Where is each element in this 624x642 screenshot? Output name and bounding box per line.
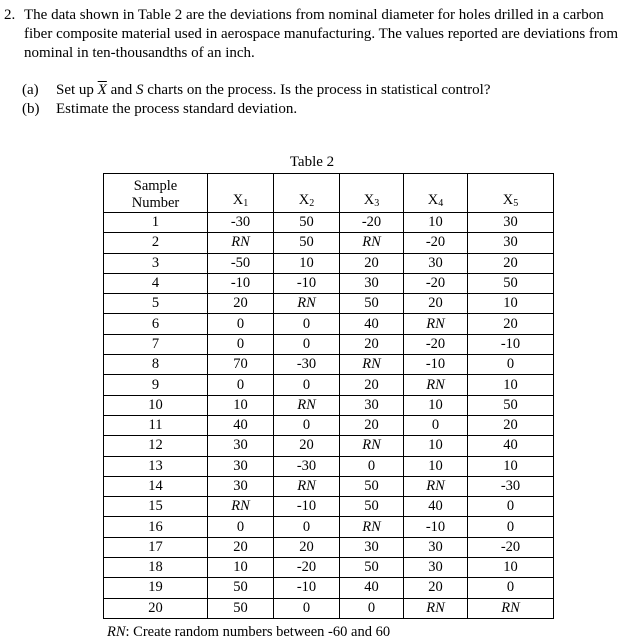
value-cell: RN — [274, 395, 340, 415]
value-cell: 30 — [468, 233, 554, 253]
value-cell: 0 — [468, 355, 554, 375]
value-cell: 0 — [208, 314, 274, 334]
value-cell: 20 — [208, 294, 274, 314]
value-cell: 10 — [404, 436, 468, 456]
x2-header: $X_2$ — [274, 174, 340, 213]
value-cell: 30 — [208, 476, 274, 496]
sample-number-cell: 20 — [104, 598, 208, 618]
value-cell: 50 — [468, 273, 554, 293]
value-cell: 40 — [404, 497, 468, 517]
part-b — [22, 100, 491, 119]
value-cell: 0 — [468, 497, 554, 517]
value-cell: RN — [468, 598, 554, 618]
value-cell: 20 — [274, 436, 340, 456]
sample-number-cell: 11 — [104, 415, 208, 435]
value-cell: -10 — [404, 355, 468, 375]
value-cell: 20 — [340, 415, 404, 435]
value-cell: RN — [340, 233, 404, 253]
value-cell: -10 — [404, 517, 468, 537]
value-cell: 30 — [208, 456, 274, 476]
value-cell: RN — [208, 497, 274, 517]
x5-header: $X_5$ — [468, 174, 554, 213]
value-cell: 10 — [208, 558, 274, 578]
value-cell: 0 — [340, 456, 404, 476]
value-cell: 50 — [468, 395, 554, 415]
sample-header-line1: Sample — [133, 178, 178, 194]
value-cell: 50 — [274, 213, 340, 233]
table-row — [104, 294, 554, 314]
value-cell: -20 — [404, 233, 468, 253]
table-row — [104, 395, 554, 415]
value-cell: 40 — [340, 578, 404, 598]
problem-number: 2. — [4, 7, 16, 23]
value-cell: RN — [404, 314, 468, 334]
value-cell: 20 — [340, 334, 404, 354]
value-cell: -20 — [340, 213, 404, 233]
value-cell: 20 — [468, 415, 554, 435]
sample-number-cell: 17 — [104, 537, 208, 557]
value-cell: 30 — [404, 537, 468, 557]
x1-header: $X_1$ — [208, 174, 274, 213]
sample-number-cell: 16 — [104, 517, 208, 537]
table-row — [104, 476, 554, 496]
table-row — [104, 517, 554, 537]
value-cell: 0 — [274, 415, 340, 435]
value-cell: RN — [208, 233, 274, 253]
table-body — [104, 213, 554, 619]
value-cell: 50 — [340, 497, 404, 517]
table-row — [104, 334, 554, 354]
value-cell: 0 — [340, 598, 404, 618]
problem-text: The data shown in Table 2 are the deviations from nominal diameter for holes drilled in a carbon fiber composite material used in aerospace manufacturing. The values reported are deviations from nominal in ten-thousandths of an inch. — [24, 7, 619, 61]
value-cell: 30 — [340, 537, 404, 557]
value-cell: RN — [340, 517, 404, 537]
part-a — [22, 81, 491, 100]
value-cell: 20 — [404, 294, 468, 314]
sample-header-line2: Number — [131, 195, 180, 211]
sample-number-cell: 19 — [104, 578, 208, 598]
value-cell: 20 — [208, 537, 274, 557]
value-cell: 10 — [468, 558, 554, 578]
sample-number-cell: 9 — [104, 375, 208, 395]
table-row — [104, 273, 554, 293]
value-cell: 10 — [274, 253, 340, 273]
question-parts — [22, 81, 491, 119]
sample-number-cell: 8 — [104, 355, 208, 375]
value-cell: 10 — [404, 395, 468, 415]
table-row — [104, 436, 554, 456]
value-cell: -30 — [274, 355, 340, 375]
value-cell: -10 — [468, 334, 554, 354]
value-cell: 0 — [208, 517, 274, 537]
part-a-mid: and — [110, 82, 133, 98]
value-cell: 10 — [468, 456, 554, 476]
value-cell: 0 — [404, 415, 468, 435]
sample-number-cell: 13 — [104, 456, 208, 476]
value-cell: RN — [340, 355, 404, 375]
sample-number-cell: 7 — [104, 334, 208, 354]
value-cell: 10 — [468, 294, 554, 314]
value-cell: -30 — [208, 213, 274, 233]
table-row — [104, 456, 554, 476]
table-row — [104, 355, 554, 375]
part-a-pre: Set up — [56, 82, 94, 98]
value-cell: 0 — [468, 578, 554, 598]
s-symbol: S — [136, 82, 144, 98]
value-cell: 30 — [208, 436, 274, 456]
value-cell: 0 — [274, 334, 340, 354]
value-cell: 50 — [274, 233, 340, 253]
table-row — [104, 375, 554, 395]
value-cell: 30 — [468, 213, 554, 233]
value-cell: -30 — [274, 456, 340, 476]
value-cell: 30 — [340, 273, 404, 293]
value-cell: 50 — [340, 476, 404, 496]
footnote-text: : Create random numbers between -60 and 60 — [125, 624, 391, 640]
value-cell: -20 — [404, 273, 468, 293]
value-cell: 20 — [340, 253, 404, 273]
value-cell: 50 — [340, 294, 404, 314]
table-row — [104, 233, 554, 253]
value-cell: 0 — [468, 517, 554, 537]
value-cell: RN — [404, 476, 468, 496]
value-cell: -10 — [274, 578, 340, 598]
value-cell: 10 — [404, 456, 468, 476]
value-cell: 20 — [274, 537, 340, 557]
sample-number-cell: 18 — [104, 558, 208, 578]
value-cell: RN — [404, 375, 468, 395]
value-cell: 0 — [208, 334, 274, 354]
table-header-row — [104, 174, 554, 213]
sample-number-cell: 4 — [104, 273, 208, 293]
value-cell: 20 — [340, 375, 404, 395]
value-cell: 10 — [208, 395, 274, 415]
value-cell: -50 — [208, 253, 274, 273]
value-cell: 40 — [340, 314, 404, 334]
value-cell: 50 — [208, 578, 274, 598]
part-a-label: (a) — [22, 82, 39, 98]
value-cell: 0 — [208, 375, 274, 395]
value-cell: 30 — [404, 558, 468, 578]
value-cell: RN — [274, 476, 340, 496]
value-cell: 0 — [274, 517, 340, 537]
value-cell: 10 — [404, 213, 468, 233]
value-cell: 70 — [208, 355, 274, 375]
footnote — [107, 624, 390, 641]
value-cell: 10 — [468, 375, 554, 395]
part-a-post: charts on the process. Is the process in statistical control? — [147, 82, 491, 98]
sample-number-cell: 5 — [104, 294, 208, 314]
value-cell: RN — [340, 436, 404, 456]
value-cell: -20 — [274, 558, 340, 578]
value-cell: -10 — [208, 273, 274, 293]
table-row — [104, 213, 554, 233]
sample-number-cell: 6 — [104, 314, 208, 334]
sample-number-cell: 14 — [104, 476, 208, 496]
table-row — [104, 497, 554, 517]
value-cell: 20 — [404, 578, 468, 598]
x3-header: $X_3$ — [340, 174, 404, 213]
x-bar-symbol: $\overline{X}$ — [97, 82, 107, 98]
value-cell: RN — [404, 598, 468, 618]
value-cell: -30 — [468, 476, 554, 496]
sample-number-cell: 10 — [104, 395, 208, 415]
sample-number-cell: 15 — [104, 497, 208, 517]
value-cell: 50 — [208, 598, 274, 618]
table-row — [104, 558, 554, 578]
table-row — [104, 415, 554, 435]
table-row — [104, 314, 554, 334]
footnote-term: RN — [107, 624, 126, 640]
x4-header: $X_4$ — [404, 174, 468, 213]
sample-number-header — [104, 174, 208, 213]
part-b-label: (b) — [22, 101, 40, 117]
value-cell: RN — [274, 294, 340, 314]
part-b-text: Estimate the process standard deviation. — [56, 101, 298, 117]
table-caption: Table 2 — [289, 154, 335, 170]
value-cell: 50 — [340, 558, 404, 578]
value-cell: -10 — [274, 273, 340, 293]
value-cell: 0 — [274, 375, 340, 395]
value-cell: 30 — [340, 395, 404, 415]
value-cell: 0 — [274, 314, 340, 334]
sample-number-cell: 2 — [104, 233, 208, 253]
value-cell: 40 — [468, 436, 554, 456]
value-cell: 30 — [404, 253, 468, 273]
sample-number-cell: 1 — [104, 213, 208, 233]
table-row — [104, 598, 554, 618]
value-cell: 20 — [468, 314, 554, 334]
table-row — [104, 537, 554, 557]
value-cell: -20 — [468, 537, 554, 557]
value-cell: 20 — [468, 253, 554, 273]
table-row — [104, 253, 554, 273]
value-cell: -10 — [274, 497, 340, 517]
value-cell: 0 — [274, 598, 340, 618]
sample-number-cell: 12 — [104, 436, 208, 456]
data-table — [103, 173, 554, 619]
table-row — [104, 578, 554, 598]
value-cell: 40 — [208, 415, 274, 435]
value-cell: -20 — [404, 334, 468, 354]
sample-number-cell: 3 — [104, 253, 208, 273]
